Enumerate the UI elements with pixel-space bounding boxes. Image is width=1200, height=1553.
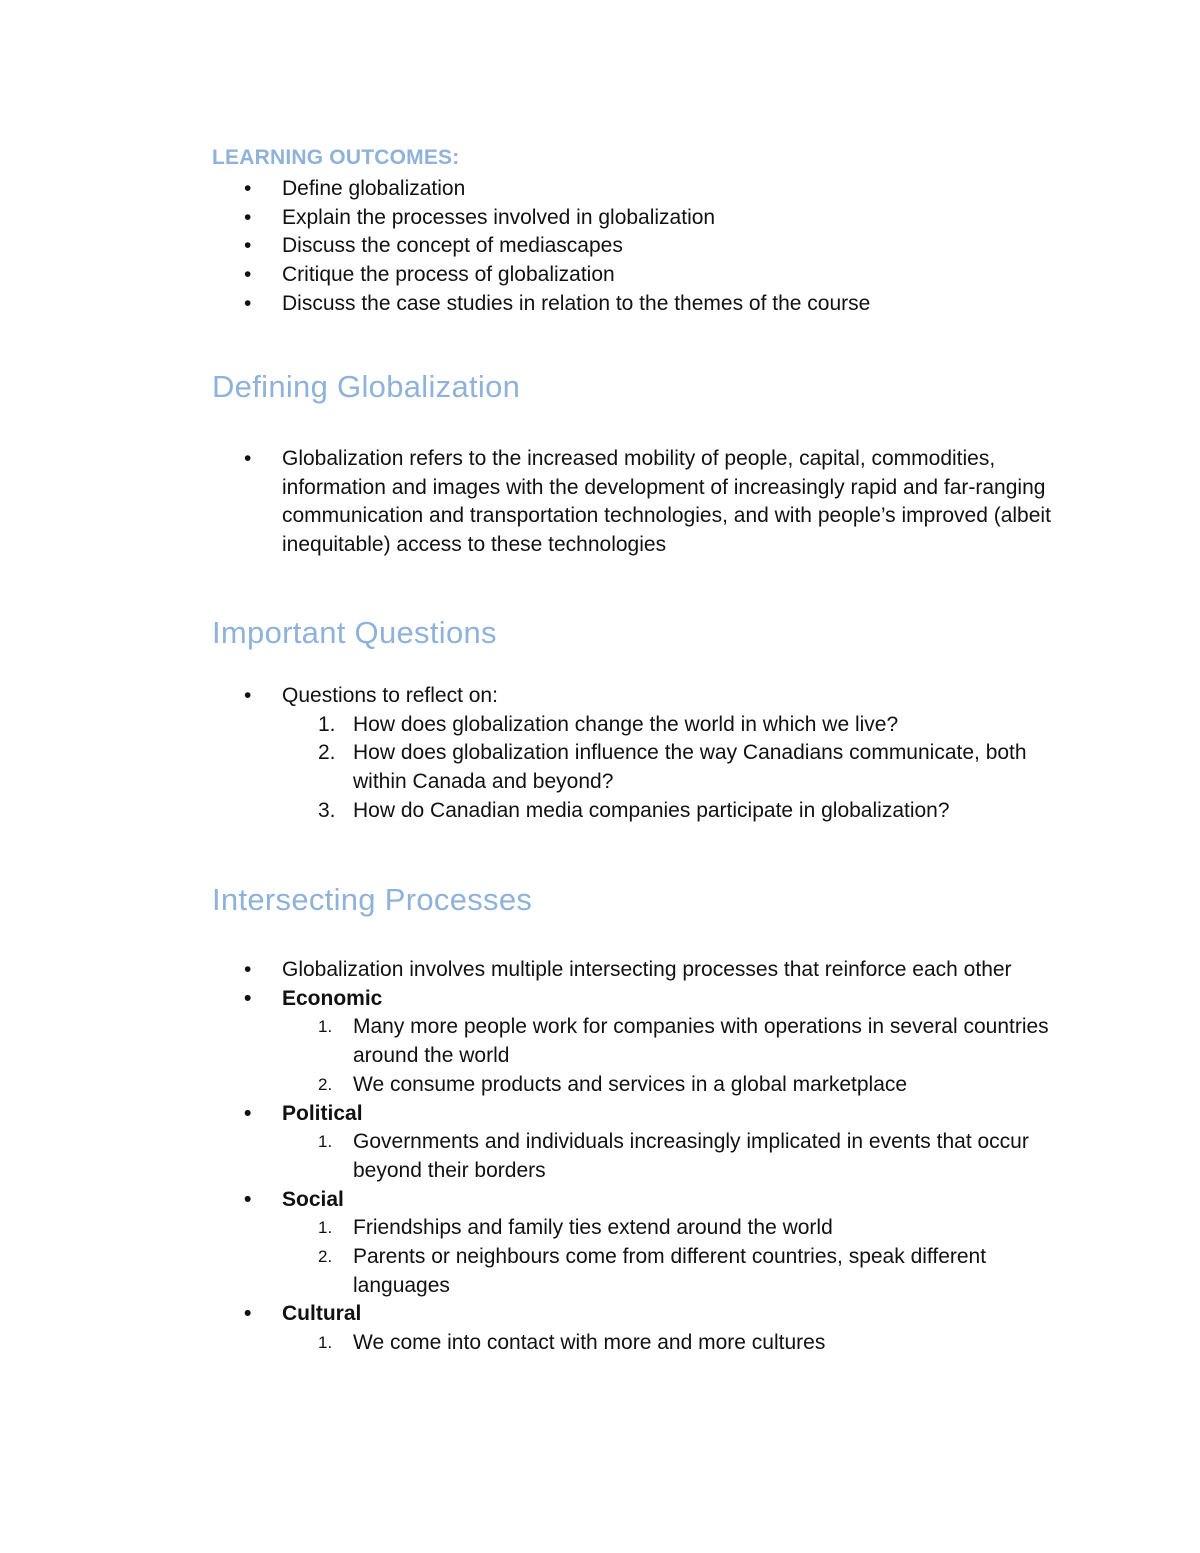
list-item: • Critique the process of globalization bbox=[0, 261, 1072, 290]
item-number: 3. bbox=[318, 798, 336, 822]
item-text: Parents or neighbours come from different countries, speak different languages bbox=[353, 1245, 987, 1297]
item-text: We come into contact with more and more cultures bbox=[353, 1331, 826, 1355]
item-number: 1. bbox=[318, 1333, 333, 1353]
item-text: How does globalization change the world in which we live? bbox=[353, 712, 899, 736]
list-item: • Questions to reflect on: bbox=[0, 682, 1072, 711]
category-political: • Political bbox=[0, 1100, 1072, 1129]
category-economic: • Economic bbox=[0, 985, 1072, 1014]
learning-outcomes-title: LEARNING OUTCOMES: bbox=[212, 146, 460, 169]
section-heading-processes: Intersecting Processes bbox=[212, 882, 533, 917]
category-social: • Social bbox=[0, 1186, 1072, 1215]
section-heading-questions: Important Questions bbox=[212, 615, 497, 650]
list-item: • Globalization involves multiple intersecting processes that reinforce each other bbox=[0, 956, 1072, 985]
category-cultural: • Cultural bbox=[0, 1300, 1072, 1329]
item-number: 2. bbox=[318, 1074, 333, 1094]
list-item: • Discuss the concept of mediascapes bbox=[0, 232, 1072, 261]
item-text: How does globalization influence the way Canadians communicate, both within Canada and beyond? bbox=[353, 741, 1027, 794]
numbered-item bbox=[0, 1071, 1073, 1100]
item-number: 2. bbox=[318, 1247, 333, 1267]
numbered-item bbox=[0, 1214, 1073, 1243]
item-number: 1. bbox=[318, 712, 336, 736]
list-item: • Discuss the case studies in relation to the themes of the course bbox=[0, 290, 1072, 319]
numbered-item bbox=[0, 1013, 1073, 1070]
list-item: • Explain the processes involved in globalization bbox=[0, 204, 1072, 233]
item-number: 2. bbox=[318, 741, 336, 765]
defining-list bbox=[0, 445, 1200, 560]
numbered-item bbox=[0, 797, 1073, 826]
numbered-item bbox=[0, 711, 1073, 740]
numbered-item bbox=[0, 1128, 1073, 1185]
numbered-item bbox=[0, 1243, 1073, 1300]
numbered-item bbox=[0, 1329, 1073, 1358]
item-number: 1. bbox=[318, 1017, 333, 1037]
item-text: How do Canadian media companies participate in globalization? bbox=[353, 798, 950, 822]
item-number: 1. bbox=[318, 1132, 333, 1152]
list-item: • Globalization refers to the increased mobility of people, capital, commodities, information and images with the development of increasingly rapid and far-ranging communication and transportation technologies, and with people’s improved (albeit inequitable) access to these technologies bbox=[0, 445, 1072, 560]
item-text: Governments and individuals increasingly implicated in events that occur beyond their borders bbox=[353, 1130, 1029, 1182]
list-item: • Define globalization bbox=[0, 175, 1072, 204]
item-text: Friendships and family ties extend around the world bbox=[353, 1216, 833, 1240]
learning-outcomes-list bbox=[0, 175, 1200, 319]
item-number: 1. bbox=[318, 1218, 333, 1238]
processes-list bbox=[0, 956, 1200, 1358]
numbered-item bbox=[0, 739, 1073, 796]
item-text: Many more people work for companies with operations in several countries around the world bbox=[353, 1015, 1049, 1068]
item-text: We consume products and services in a global marketplace bbox=[353, 1072, 908, 1096]
questions-list bbox=[0, 682, 1200, 826]
section-heading-defining: Defining Globalization bbox=[212, 369, 521, 404]
